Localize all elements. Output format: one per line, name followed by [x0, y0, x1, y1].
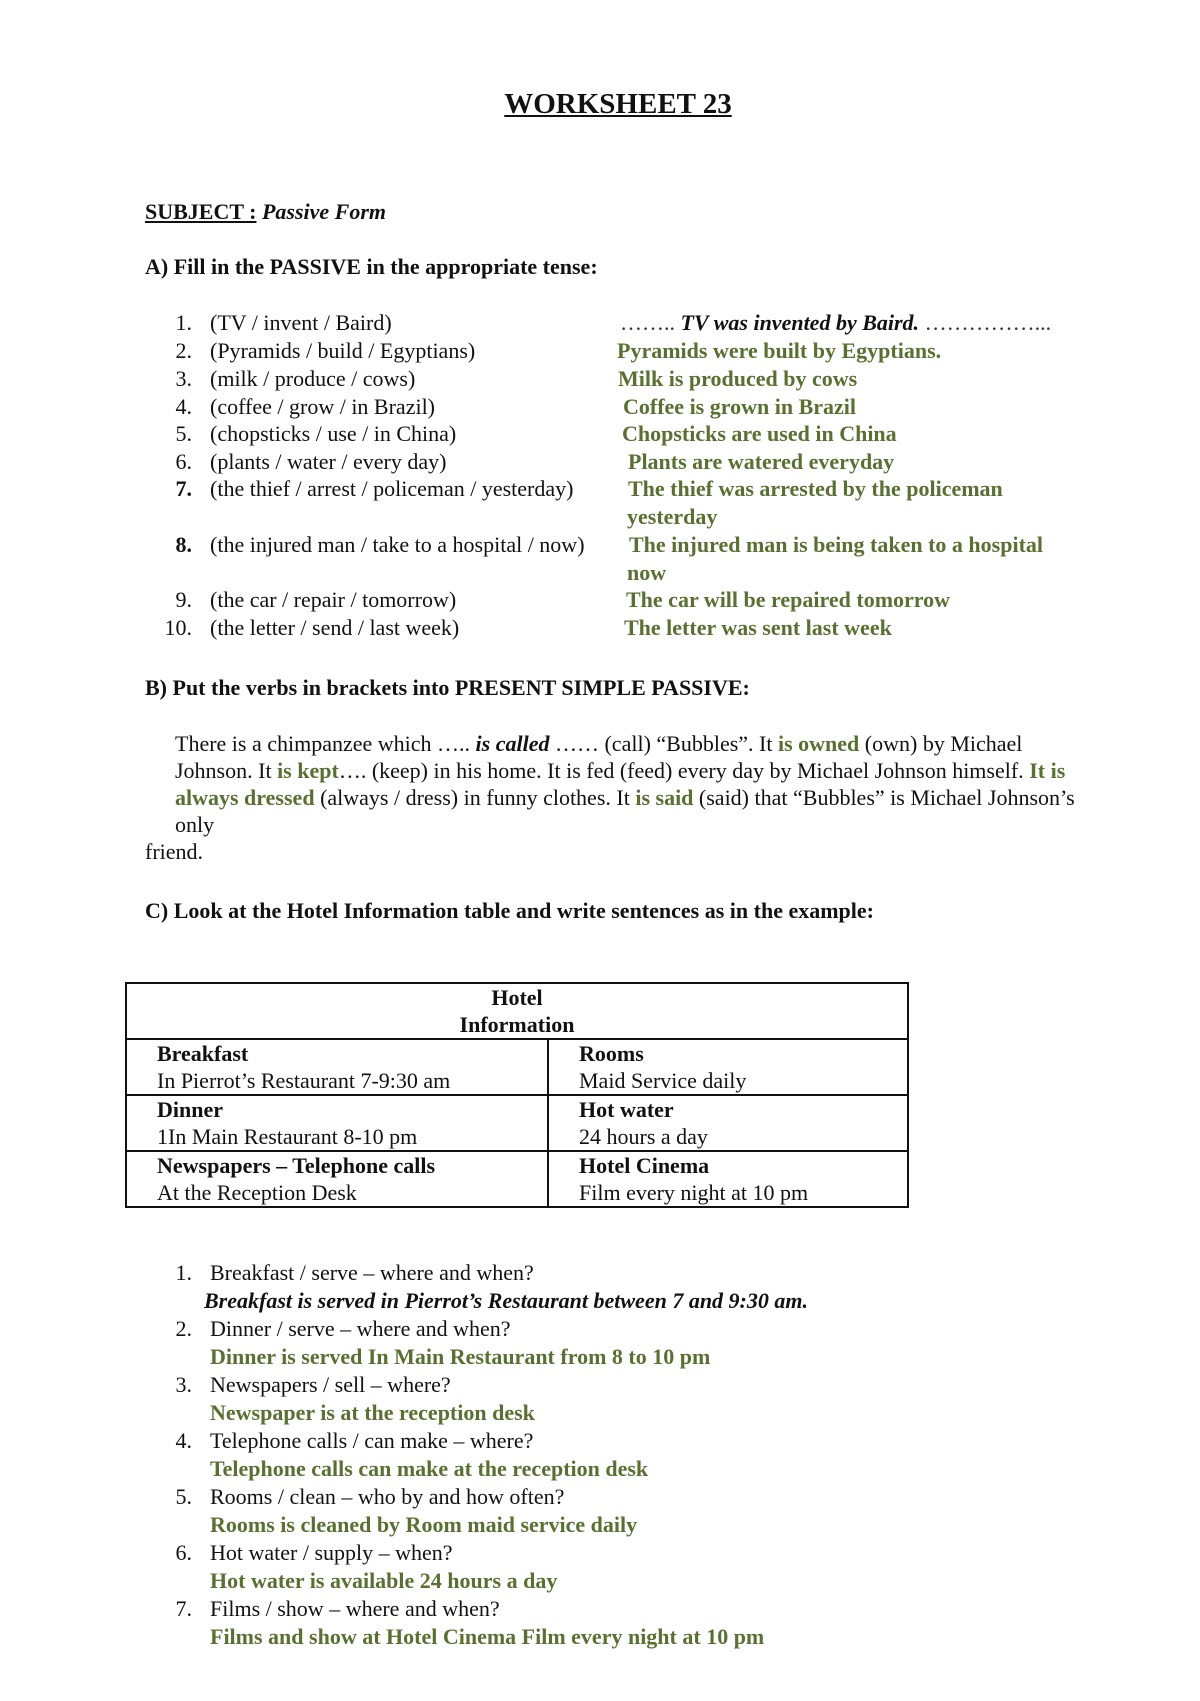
item-answer: Pyramids were built by Egyptians.	[617, 338, 942, 363]
item-answer: Chopsticks are used in China	[622, 421, 897, 446]
item-answer: Milk is produced by cows	[618, 366, 858, 391]
table-cell	[126, 1151, 548, 1207]
table-cell	[548, 1151, 908, 1207]
table-row	[126, 1095, 908, 1151]
item-answer: Telephone calls can make at the reception desk	[210, 1456, 649, 1481]
item-answer: Plants are watered everyday	[628, 449, 895, 474]
example-answer: Breakfast is served in Pierrot’s Restaurant between 7 and 9:30 am.	[204, 1288, 808, 1313]
section-b-paragraph	[175, 730, 1075, 838]
page-title: WORKSHEET 23	[504, 88, 732, 120]
item-number: 4.	[175, 394, 192, 419]
item-answer: The injured man is being taken to a hospital	[629, 532, 1044, 557]
item-number: 8.	[175, 532, 192, 557]
table-cell	[126, 1039, 548, 1095]
table-row	[126, 1039, 908, 1095]
section-b-heading: B) Put the verbs in brackets into PRESENT SIMPLE PASSIVE:	[145, 675, 750, 700]
example-answer: TV was invented by Baird.	[680, 310, 920, 335]
item-answer: Hot water is available 24 hours a day	[210, 1568, 558, 1593]
cell-title: Hot water	[579, 1097, 674, 1122]
answer: is said	[635, 785, 694, 810]
item-prompt: (the injured man / take to a hospital / now)	[210, 532, 585, 557]
item-number: 1.	[175, 1260, 192, 1285]
item-prompt: (chopsticks / use / in China)	[210, 421, 457, 446]
item-number: 6.	[175, 449, 192, 474]
paragraph-text: There is a chimpanzee which …..	[175, 731, 471, 756]
item-number: 3.	[175, 366, 192, 391]
item-answer: Rooms is cleaned by Room maid service daily	[210, 1512, 638, 1537]
item-number: 2.	[175, 1316, 192, 1341]
item-number: 2.	[175, 338, 192, 363]
item-question: Dinner / serve – where and when?	[210, 1316, 511, 1341]
item-answer: Dinner is served In Main Restaurant from 8 to 10 pm	[210, 1344, 711, 1369]
item-prompt: (coffee / grow / in Brazil)	[210, 394, 436, 419]
table-cell	[548, 1039, 908, 1095]
cell-text: 24 hours a day	[579, 1124, 708, 1149]
item-question: Rooms / clean – who by and how often?	[210, 1484, 565, 1509]
item-number: 1.	[175, 310, 192, 335]
item-answer: The car will be repaired tomorrow	[626, 587, 951, 612]
cell-text: In Pierrot’s Restaurant 7-9:30 am	[157, 1068, 451, 1093]
cell-text: Film every night at 10 pm	[579, 1180, 809, 1205]
item-answer: The letter was sent last week	[624, 615, 892, 640]
cell-text: Maid Service daily	[579, 1068, 747, 1093]
paragraph-text: (always / dress) in funny clothes. It	[320, 785, 630, 810]
paragraph-text: (said) that “Bubbles” is Michael Johnson’s only	[175, 785, 1075, 837]
item-prompt: (milk / produce / cows)	[210, 366, 416, 391]
subject-label: SUBJECT :	[145, 199, 257, 224]
item-number: 9.	[175, 587, 192, 612]
item-number: 5.	[175, 1484, 192, 1509]
table-header	[126, 983, 908, 1039]
item-number: 6.	[175, 1540, 192, 1565]
cell-title: Newspapers – Telephone calls	[157, 1153, 436, 1178]
item-prompt: (plants / water / every day)	[210, 449, 447, 474]
item-number: 7.	[175, 476, 192, 501]
cell-title: Dinner	[157, 1097, 223, 1122]
table-row	[126, 1151, 908, 1207]
cell-title: Rooms	[579, 1041, 644, 1066]
item-question: Hot water / supply – when?	[210, 1540, 453, 1565]
hotel-information-table	[125, 982, 909, 1208]
paragraph-end: friend.	[145, 839, 204, 864]
item-answer: Films and show at Hotel Cinema Film every night at 10 pm	[210, 1624, 765, 1649]
item-number: 7.	[175, 1596, 192, 1621]
section-c-heading: C) Look at the Hotel Information table and write sentences as in the example:	[145, 898, 874, 923]
answer: is kept	[277, 758, 339, 783]
item-question: Telephone calls / can make – where?	[210, 1428, 534, 1453]
table-cell	[548, 1095, 908, 1151]
answer-prefix: ……..	[620, 310, 675, 335]
cell-title: Hotel Cinema	[579, 1153, 710, 1178]
subject-line	[145, 199, 386, 225]
paragraph-text: …… (call) “Bubbles”. It	[554, 731, 773, 756]
cell-title: Breakfast	[157, 1041, 249, 1066]
item-prompt: (the car / repair / tomorrow)	[210, 587, 457, 612]
paragraph-text: …. (keep) in his home. It is fed (feed) every day by Michael Johnson himself.	[338, 758, 1024, 783]
item-question: Films / show – where and when?	[210, 1596, 500, 1621]
answer-suffix: ……………...	[924, 310, 1052, 335]
section-a-heading: A) Fill in the PASSIVE in the appropriate tense:	[145, 254, 598, 279]
table-header-line: Information	[459, 1012, 575, 1037]
item-prompt: (Pyramids / build / Egyptians)	[210, 338, 476, 363]
item-answer-continued: now	[627, 560, 667, 585]
item-answer: Coffee is grown in Brazil	[623, 394, 857, 419]
cell-text: At the Reception Desk	[157, 1180, 357, 1205]
item-number: 3.	[175, 1372, 192, 1397]
item-question: Newspapers / sell – where?	[210, 1372, 451, 1397]
item-answer: Newspaper is at the reception desk	[210, 1400, 535, 1425]
item-answer: The thief was arrested by the policeman	[628, 476, 1003, 501]
answer: It is always dressed	[175, 758, 1066, 810]
answer: is owned	[777, 731, 860, 756]
item-number: 5.	[175, 421, 192, 446]
item-prompt: (TV / invent / Baird)	[210, 310, 392, 335]
item-number: 4.	[175, 1428, 192, 1453]
item-prompt: (the letter / send / last week)	[210, 615, 460, 640]
example-answer: is called	[475, 731, 550, 756]
subject-value: Passive Form	[261, 199, 387, 224]
item-answer-continued: yesterday	[627, 504, 718, 529]
table-cell	[126, 1095, 548, 1151]
cell-text: 1In Main Restaurant 8-10 pm	[157, 1124, 418, 1149]
item-question: Breakfast / serve – where and when?	[210, 1260, 534, 1285]
table-header-line: Hotel	[491, 985, 543, 1010]
paragraph-text: (own) by Michael Johnson. It	[175, 731, 1023, 783]
table-header-row	[126, 983, 908, 1039]
item-answer	[620, 310, 1051, 336]
item-number: 10.	[164, 615, 192, 640]
item-prompt: (the thief / arrest / policeman / yesterday)	[210, 476, 574, 501]
